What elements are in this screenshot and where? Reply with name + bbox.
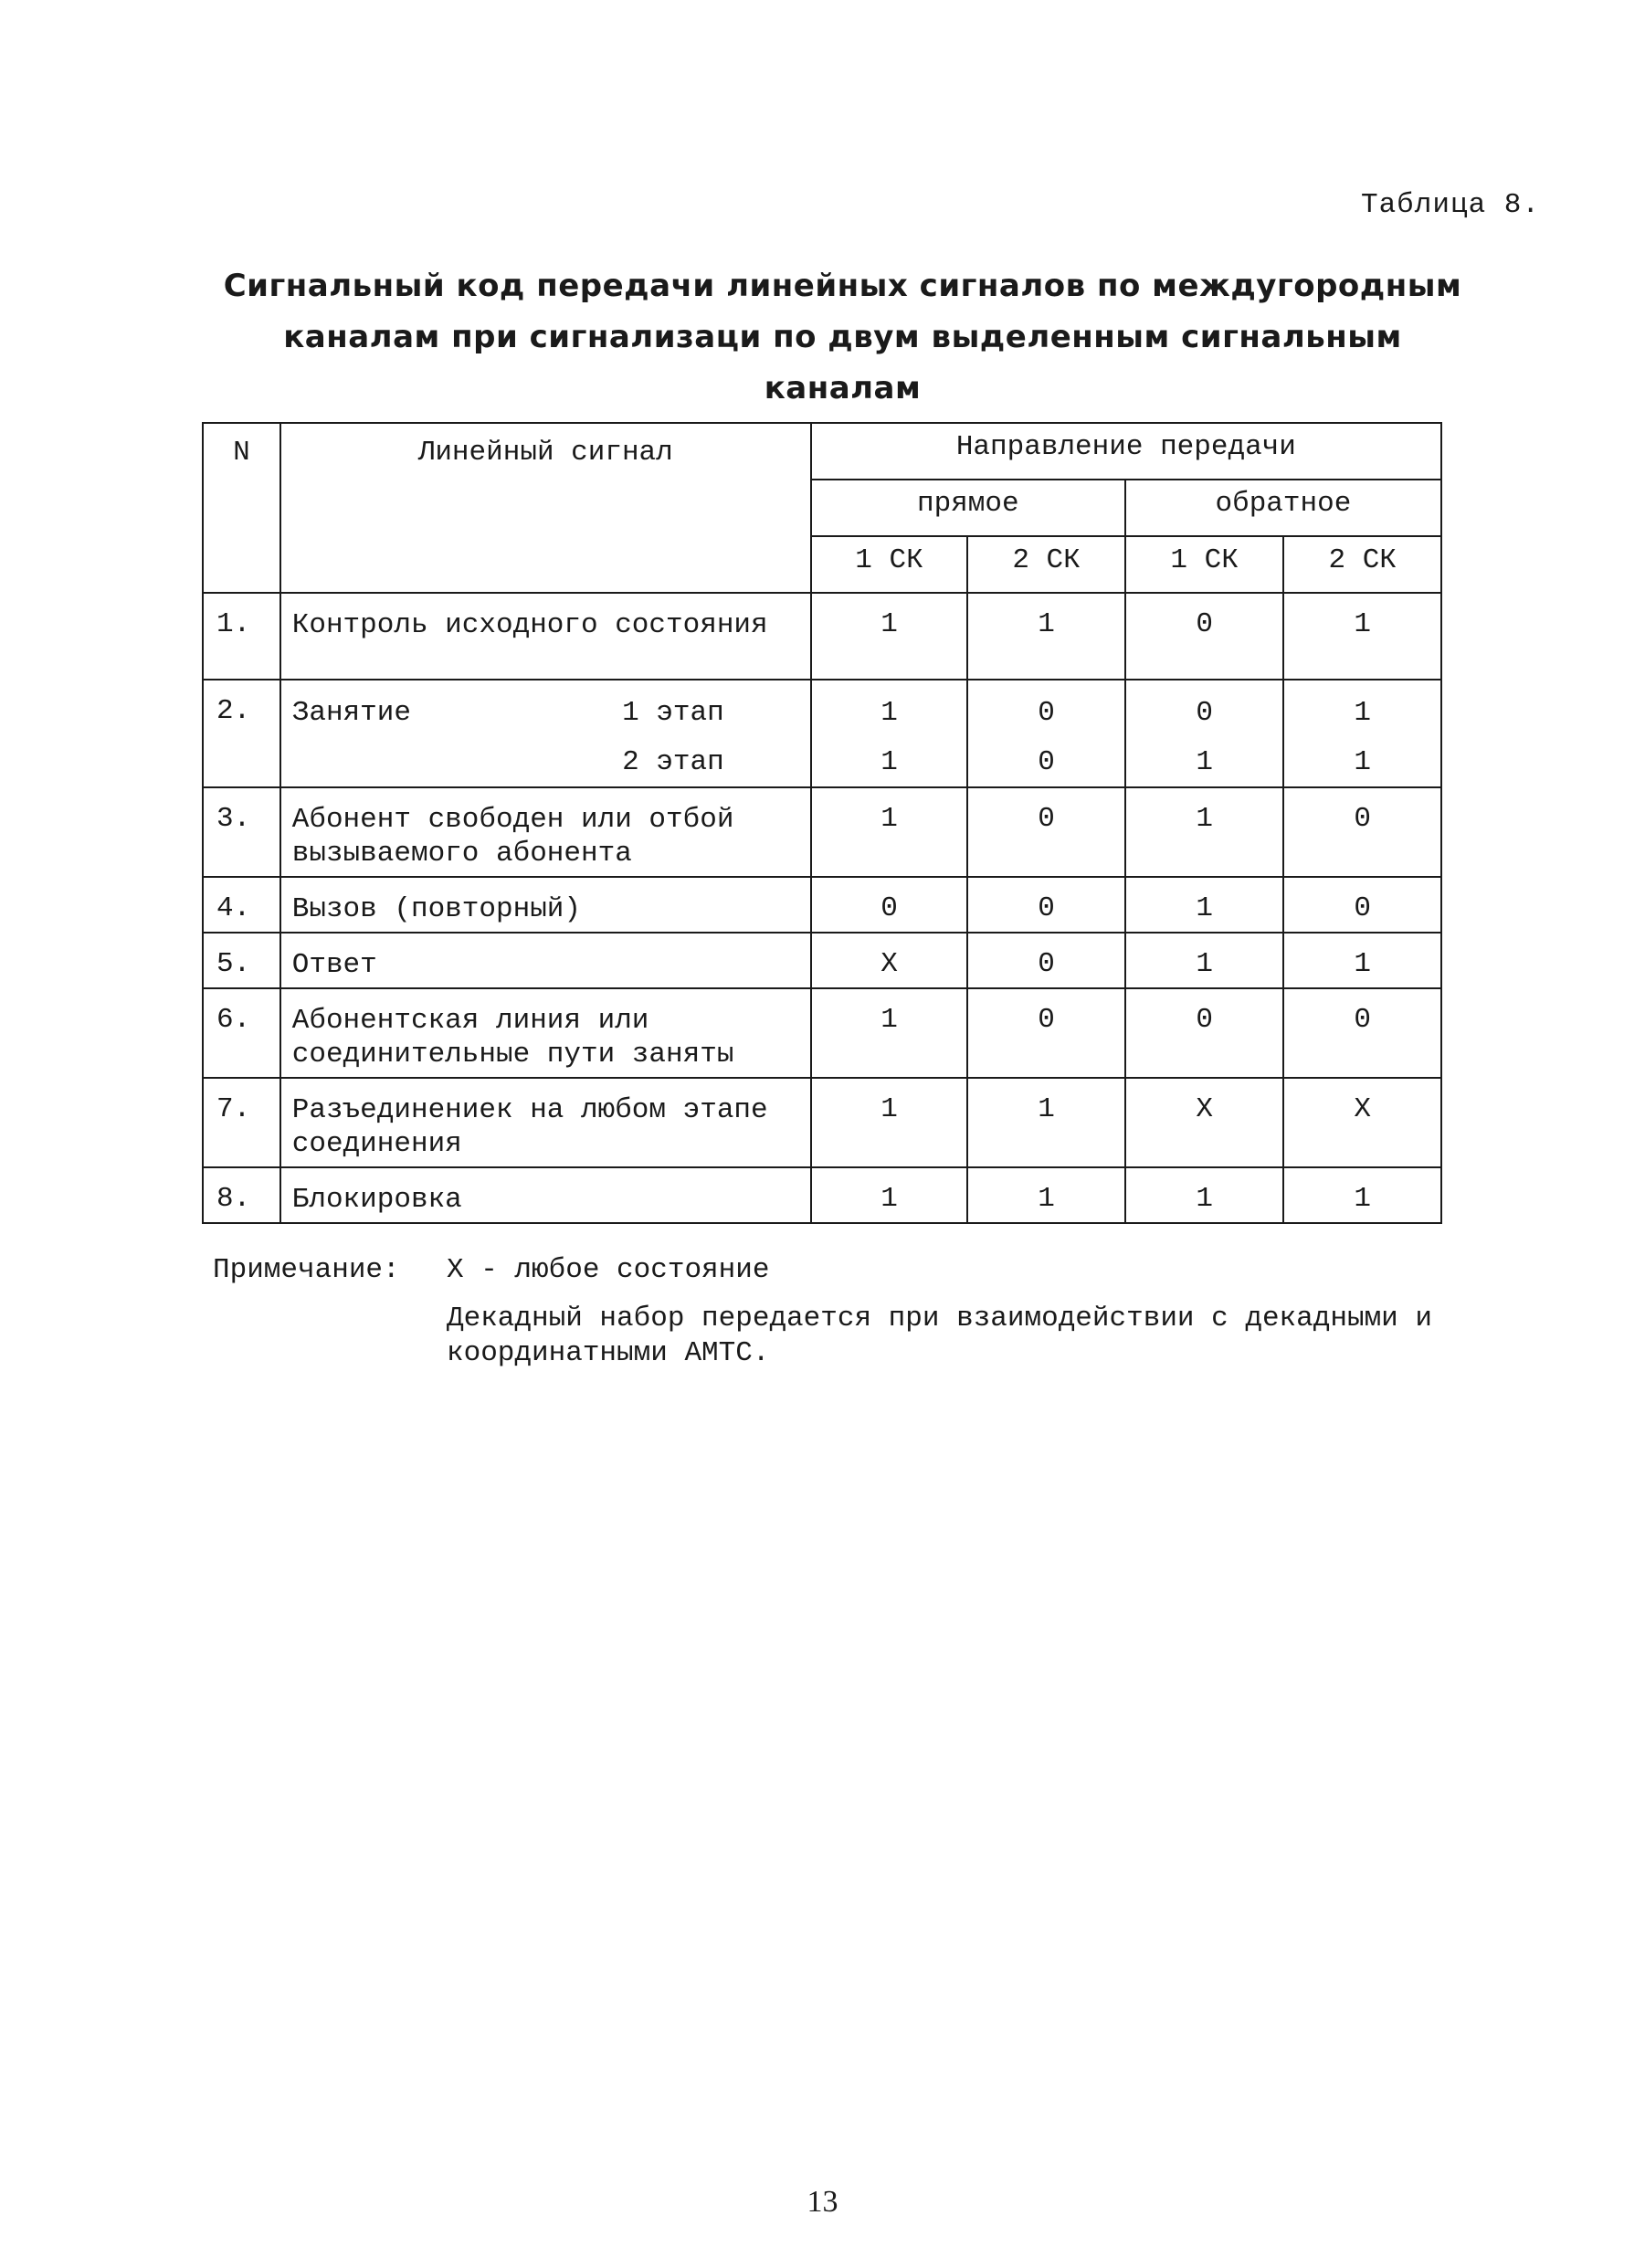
row-value: 1	[1125, 877, 1284, 933]
row-value: X	[811, 933, 968, 988]
row-value: 1	[811, 593, 968, 680]
row-value: 1	[1125, 933, 1284, 988]
table-row	[203, 1167, 1441, 1223]
row-signal: Абонентская линия или соединительные пути заняты	[280, 988, 811, 1078]
table-label: Таблица 8.	[1360, 189, 1540, 221]
table-row	[203, 593, 1441, 680]
row-values-cell	[967, 680, 1125, 787]
row-value: X	[1283, 1078, 1441, 1167]
row-value: 1	[967, 1167, 1125, 1223]
page-number: 13	[807, 2185, 838, 2219]
row-value: 1	[1283, 593, 1441, 680]
row-number: 7.	[203, 1078, 280, 1167]
row-value: 0	[1038, 697, 1055, 729]
row-value: 0	[1283, 787, 1441, 877]
row-value: 1	[811, 988, 968, 1078]
header-reverse: обратное	[1125, 480, 1441, 536]
row-value: 0	[967, 787, 1125, 877]
row-value: 1	[1354, 746, 1371, 778]
row-value: 1	[1354, 697, 1371, 729]
row-value: 0	[967, 988, 1125, 1078]
signal-code-table	[202, 422, 1442, 1224]
row-value: 1	[1125, 787, 1284, 877]
table-row	[203, 680, 1441, 787]
row-values-cell	[811, 680, 968, 787]
row-signal-name: Занятие	[291, 697, 411, 729]
row-value: 1	[1283, 1167, 1441, 1223]
table-title	[146, 260, 1539, 414]
row-signal: Абонент свободен или отбой вызываемого абонента	[280, 787, 811, 877]
row-signal: Ответ	[280, 933, 811, 988]
row-stage: 2 этап	[622, 746, 724, 778]
row-signal: Вызов (повторный)	[280, 877, 811, 933]
header-sk: 1 СК	[811, 536, 968, 593]
row-value: 1	[811, 787, 968, 877]
header-sk: 2 СК	[1283, 536, 1441, 593]
header-n: N	[203, 423, 280, 593]
row-value: 0	[1038, 746, 1055, 778]
row-value: 0	[1125, 593, 1284, 680]
row-signal: Разъединениек на любом этапе соединения	[280, 1078, 811, 1167]
row-value: 1	[880, 746, 898, 778]
row-signal: Блокировка	[280, 1167, 811, 1223]
title-line: Сигнальный код передачи линейных сигналов по междугородным	[223, 268, 1462, 304]
row-value: 1	[811, 1078, 968, 1167]
row-number: 4.	[203, 877, 280, 933]
header-sk: 2 СК	[967, 536, 1125, 593]
note-more: Декадный набор передается при взаимодействии с декадными и координатными АМТС.	[447, 1303, 1432, 1369]
row-value: 0	[1125, 988, 1284, 1078]
row-signal: Контроль исходного состояния	[280, 593, 811, 680]
row-value: 0	[967, 933, 1125, 988]
row-value: 1	[967, 593, 1125, 680]
table-row	[203, 787, 1441, 877]
title-line: каналам	[764, 370, 922, 406]
table-row	[203, 933, 1441, 988]
row-number: 3.	[203, 787, 280, 877]
row-value: 1	[811, 1167, 968, 1223]
row-number: 1.	[203, 593, 280, 680]
header-signal: Линейный сигнал	[280, 423, 811, 593]
row-number: 5.	[203, 933, 280, 988]
note-label: Примечание:	[213, 1254, 400, 1286]
row-value: 0	[1196, 697, 1213, 729]
table-row	[203, 877, 1441, 933]
row-value: 0	[1283, 988, 1441, 1078]
row-signal	[280, 680, 811, 787]
row-number: 6.	[203, 988, 280, 1078]
header-sk: 1 СК	[1125, 536, 1284, 593]
row-value: 0	[811, 877, 968, 933]
title-line: каналам при сигнализаци по двум выделенным сигнальным	[283, 319, 1402, 355]
row-stage: 1 этап	[622, 697, 724, 729]
row-number: 8.	[203, 1167, 280, 1223]
row-value: 1	[1125, 1167, 1284, 1223]
row-value: 0	[1283, 877, 1441, 933]
header-direction: Направление передачи	[811, 423, 1441, 480]
row-values-cell	[1283, 680, 1441, 787]
table-row	[203, 988, 1441, 1078]
row-value: 1	[1196, 746, 1213, 778]
row-value: 0	[967, 877, 1125, 933]
table-row	[203, 1078, 1441, 1167]
row-number: 2.	[203, 680, 280, 787]
row-value: X	[1125, 1078, 1284, 1167]
note-text: X - любое состояние	[447, 1254, 770, 1286]
header-forward: прямое	[811, 480, 1125, 536]
row-values-cell	[1125, 680, 1284, 787]
row-value: 1	[880, 697, 898, 729]
row-value: 1	[967, 1078, 1125, 1167]
row-value: 1	[1283, 933, 1441, 988]
